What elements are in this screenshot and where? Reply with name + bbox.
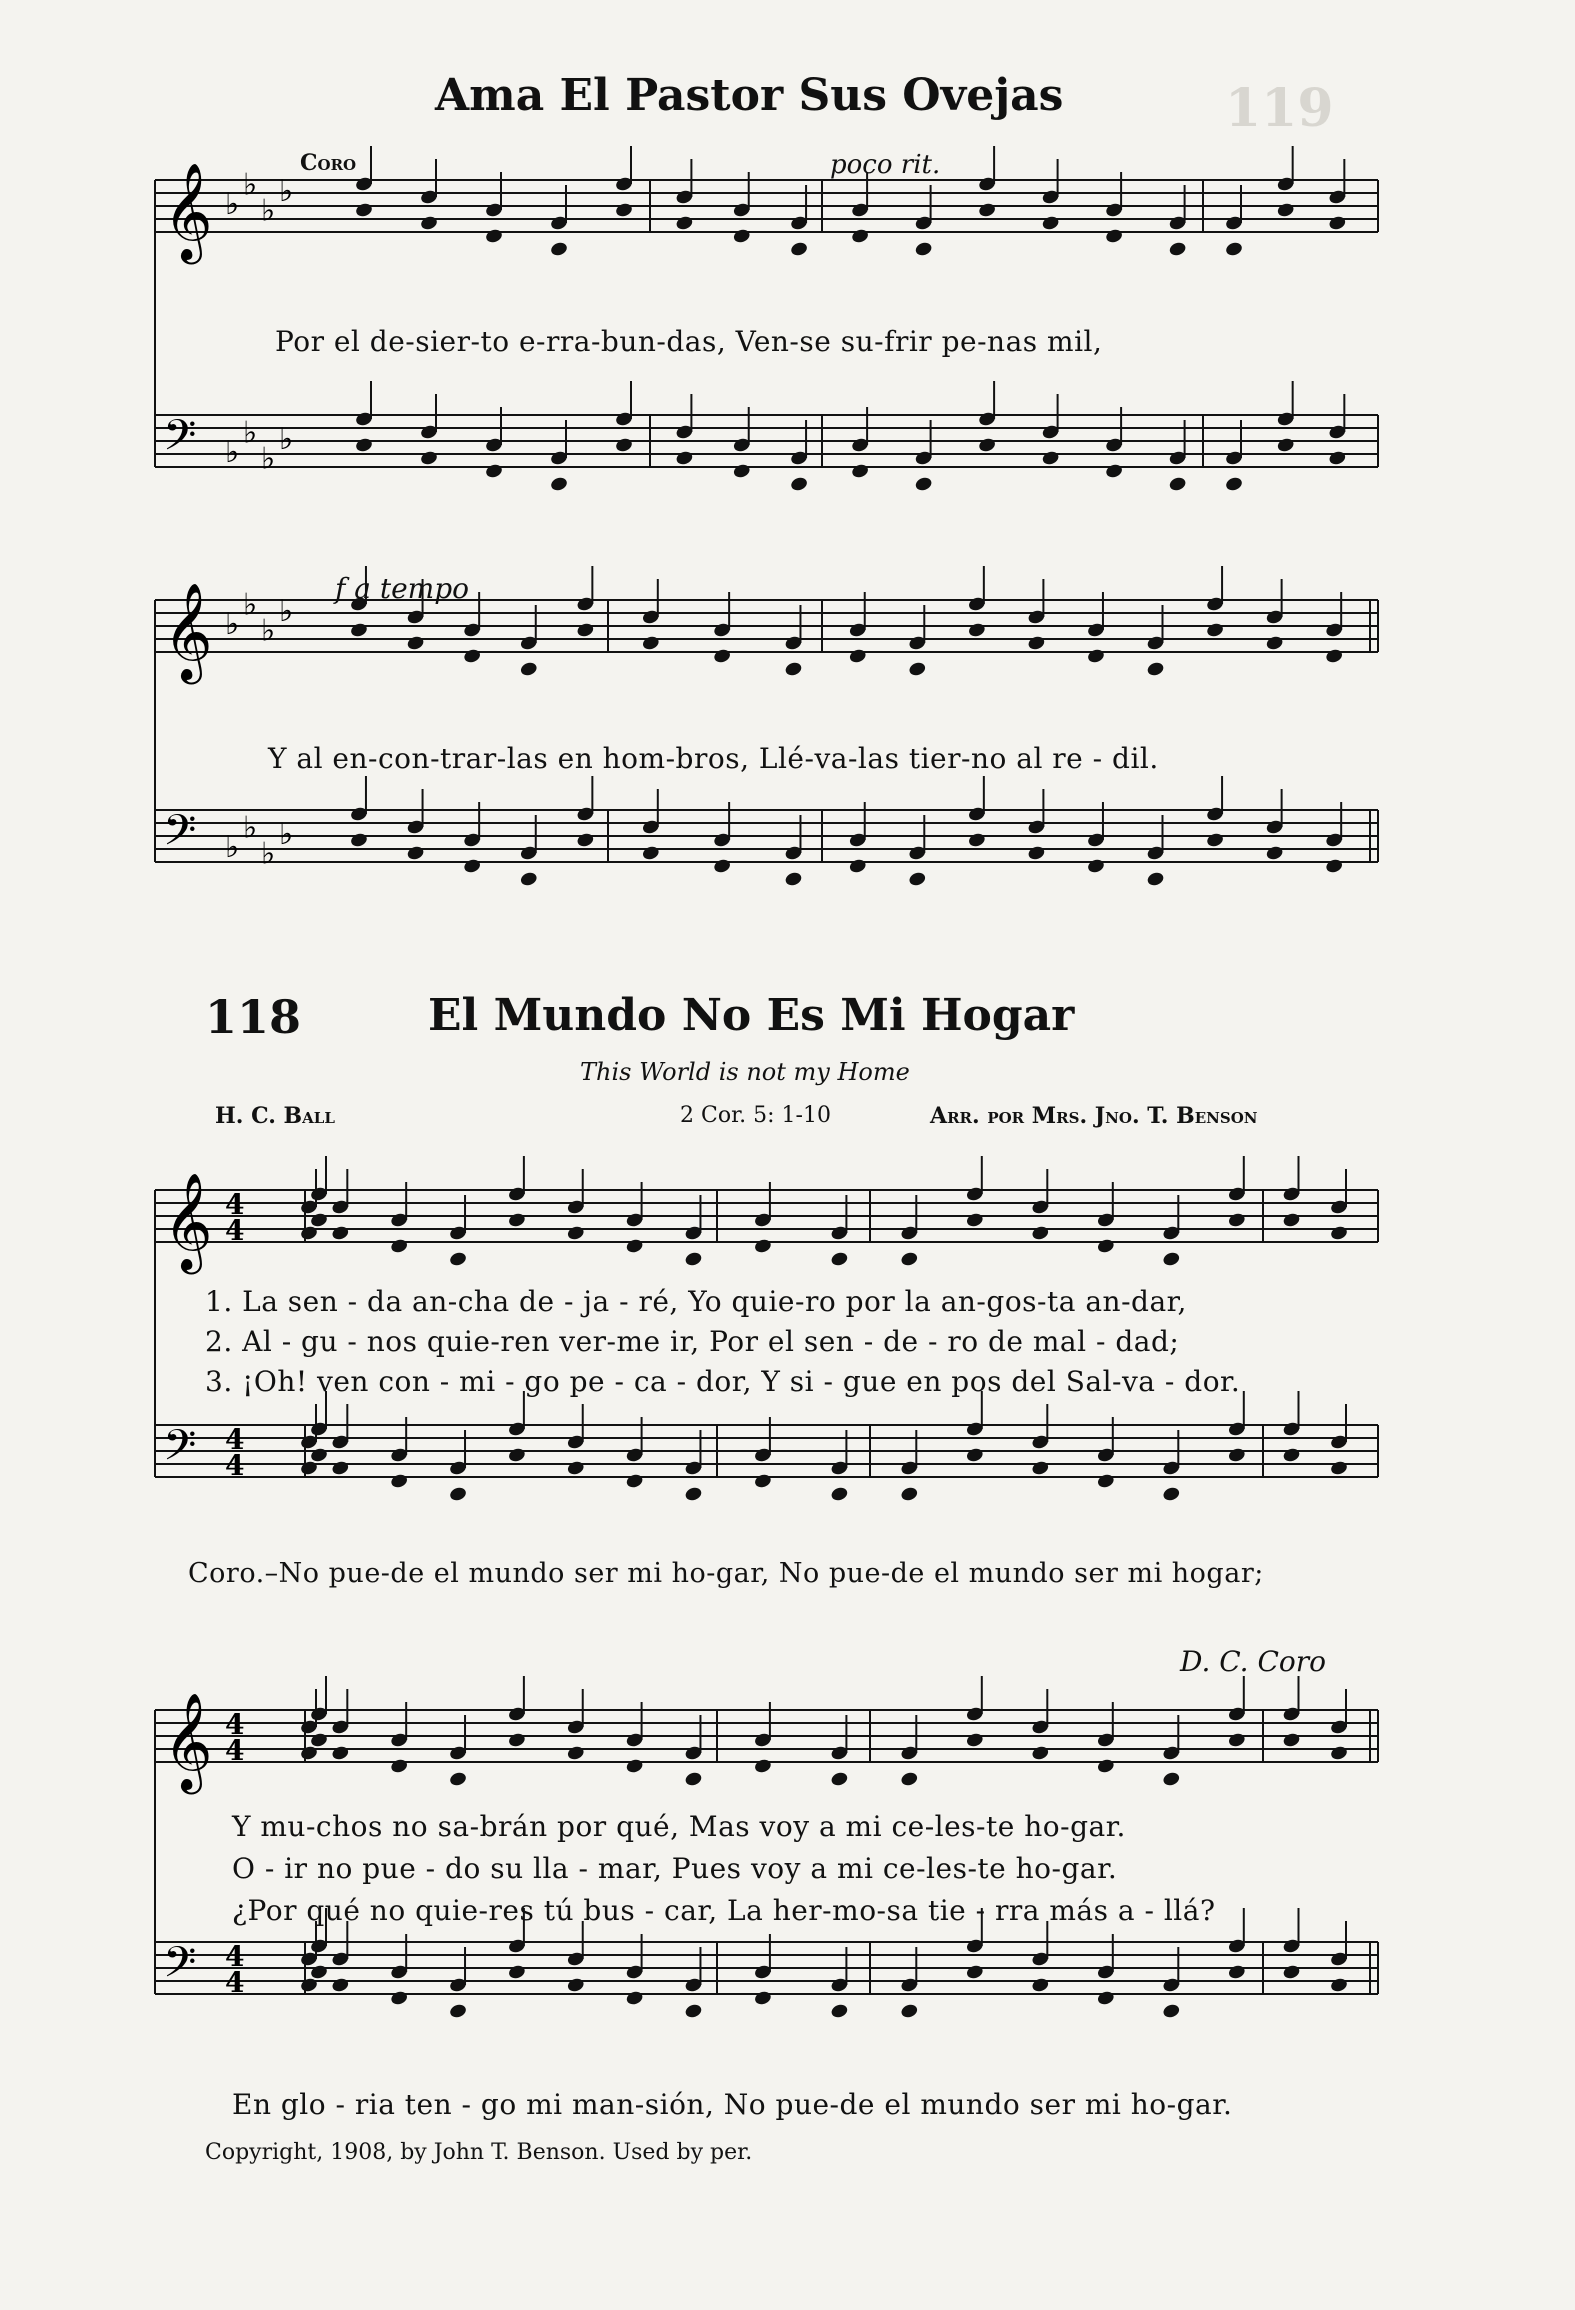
note-head xyxy=(448,1771,467,1788)
note-head xyxy=(299,1745,318,1762)
note-head xyxy=(732,228,751,245)
note-head xyxy=(1162,1251,1181,1268)
note-head xyxy=(1105,228,1124,245)
note-head xyxy=(675,450,694,467)
note-head xyxy=(1041,450,1060,467)
note-head xyxy=(576,622,595,639)
note-head xyxy=(1282,1732,1301,1749)
note-head xyxy=(519,661,538,678)
note-head xyxy=(614,437,633,454)
note-head xyxy=(1282,1447,1301,1464)
flat-icon: ♭ xyxy=(243,587,258,623)
note-head xyxy=(484,228,503,245)
note-head xyxy=(1276,202,1295,219)
note-head xyxy=(1265,635,1284,652)
note-head xyxy=(1168,476,1187,493)
a-tempo-marking: f a tempo xyxy=(335,572,470,605)
note-head xyxy=(784,661,803,678)
note-head xyxy=(900,1486,919,1503)
time-signature: 4 xyxy=(225,1966,245,1999)
note-head xyxy=(1224,476,1243,493)
note-head xyxy=(914,476,933,493)
note-head xyxy=(566,1460,585,1477)
hymn-117-lyric-line-1: Por el de-sier-to e-rra-bun-das, Ven-se su-frir pe-nas mil, xyxy=(275,325,1103,358)
note-head xyxy=(851,463,870,480)
note-head xyxy=(1096,1758,1115,1775)
note-head xyxy=(566,1225,585,1242)
note-head xyxy=(967,832,986,849)
note-head xyxy=(309,1732,328,1749)
note-head xyxy=(349,832,368,849)
poco-rit-marking: poco rit. xyxy=(830,150,941,180)
flat-icon: ♭ xyxy=(225,187,240,222)
note-head xyxy=(625,1238,644,1255)
note-head xyxy=(448,1486,467,1503)
note-head xyxy=(390,1238,409,1255)
verse-2-line-a: 2. Al - gu - nos quie-ren ver-me ir, Por el sen - de - ro de mal - dad; xyxy=(205,1325,1180,1358)
note-head xyxy=(713,648,732,665)
note-head xyxy=(1031,1977,1050,1994)
hymn-118-subtitle: This World is not my Home xyxy=(580,1058,910,1086)
note-head xyxy=(309,1212,328,1229)
note-head xyxy=(789,476,808,493)
note-head xyxy=(625,1473,644,1490)
note-head xyxy=(354,437,373,454)
note-head xyxy=(1031,1745,1050,1762)
time-signature: 4 xyxy=(225,1423,245,1456)
hymn-117-title: Ama El Pastor Sus Ovejas xyxy=(435,70,1064,121)
note-head xyxy=(848,858,867,875)
verse-2-line-b: O - ir no pue - do su lla - mar, Pues voy a mi ce-les-te ho-gar. xyxy=(232,1852,1118,1885)
note-head xyxy=(419,215,438,232)
time-signature: 4 xyxy=(225,1734,245,1767)
note-head xyxy=(965,1447,984,1464)
note-head xyxy=(1096,1990,1115,2007)
note-head xyxy=(1086,648,1105,665)
note-head xyxy=(1168,241,1187,258)
note-head xyxy=(684,1251,703,1268)
verse-3-line-b: ¿Por qué no quie-res tú bus - car, La her-mo-sa tie - rra más a - llá? xyxy=(232,1894,1216,1927)
flat-icon: ♭ xyxy=(243,810,258,846)
note-head xyxy=(1162,2003,1181,2020)
note-head xyxy=(1329,1225,1348,1242)
note-head xyxy=(549,476,568,493)
note-head xyxy=(1096,1473,1115,1490)
coro-label: Coro xyxy=(300,150,357,176)
chorus-line-a: Coro.–No pue-de el mundo ser mi ho-gar, No pue-de el mundo ser mi hogar; xyxy=(188,1558,1264,1589)
note-head xyxy=(331,1225,350,1242)
dc-coro-marking: D. C. Coro xyxy=(1180,1645,1327,1678)
note-head xyxy=(1325,648,1344,665)
note-head xyxy=(463,858,482,875)
note-head xyxy=(732,463,751,480)
note-head xyxy=(1265,845,1284,862)
note-head xyxy=(566,1745,585,1762)
note-head xyxy=(309,1964,328,1981)
note-head xyxy=(1031,1225,1050,1242)
flat-icon: ♭ xyxy=(261,613,276,649)
note-head xyxy=(967,622,986,639)
flat-icon: ♭ xyxy=(243,167,258,203)
note-head xyxy=(1276,437,1295,454)
note-head xyxy=(1325,858,1344,875)
flat-icon: ♭ xyxy=(225,830,240,865)
note-head xyxy=(1224,241,1243,258)
note-head xyxy=(390,1758,409,1775)
flat-icon: ♭ xyxy=(261,836,276,872)
note-head xyxy=(784,871,803,888)
note-head xyxy=(1227,1964,1246,1981)
flat-icon: ♭ xyxy=(279,594,294,629)
note-head xyxy=(299,1460,318,1477)
flat-icon: ♭ xyxy=(243,415,258,451)
treble-clef-icon: 𝄞 xyxy=(163,1692,213,1790)
note-head xyxy=(851,228,870,245)
chorus-line-b: En glo - ria ten - go mi man-sión, No pue-de el mundo ser mi ho-gar. xyxy=(232,2088,1233,2121)
note-head xyxy=(900,1251,919,1268)
note-head xyxy=(1105,463,1124,480)
note-head xyxy=(1329,1460,1348,1477)
note-head xyxy=(576,832,595,849)
note-head xyxy=(1282,1964,1301,1981)
note-head xyxy=(507,1447,526,1464)
note-head xyxy=(1328,215,1347,232)
note-head xyxy=(1096,1238,1115,1255)
author: H. C. Ball xyxy=(215,1103,335,1129)
note-head xyxy=(1227,1212,1246,1229)
time-signature: 4 xyxy=(225,1940,245,1973)
note-head xyxy=(406,845,425,862)
note-head xyxy=(789,241,808,258)
note-head xyxy=(641,635,660,652)
note-head xyxy=(1031,1460,1050,1477)
note-head xyxy=(1329,1745,1348,1762)
note-head xyxy=(684,2003,703,2020)
time-signature: 4 xyxy=(225,1449,245,1482)
note-head xyxy=(753,1990,772,2007)
verse-1-line-b: Y mu-chos no sa-brán por qué, Mas voy a mi ce-les-te ho-gar. xyxy=(232,1810,1126,1843)
treble-clef-icon: 𝄞 xyxy=(163,162,213,260)
flat-icon: ♭ xyxy=(279,422,294,457)
note-head xyxy=(1329,1977,1348,1994)
note-head xyxy=(1041,215,1060,232)
bass-clef-icon: 𝄢 xyxy=(163,1421,197,1481)
flat-icon: ♭ xyxy=(225,607,240,642)
note-head xyxy=(507,1212,526,1229)
note-head xyxy=(830,1771,849,1788)
note-head xyxy=(519,871,538,888)
note-head xyxy=(900,1771,919,1788)
note-head xyxy=(419,450,438,467)
hymn-118-title: El Mundo No Es Mi Hogar xyxy=(428,990,1075,1041)
note-head xyxy=(848,648,867,665)
note-head xyxy=(908,871,927,888)
note-head xyxy=(1205,622,1224,639)
note-head xyxy=(331,1745,350,1762)
note-head xyxy=(1282,1212,1301,1229)
note-head xyxy=(753,1758,772,1775)
bass-clef-icon: 𝄢 xyxy=(163,1938,197,1998)
verse-3-line-a: 3. ¡Oh! ven con - mi - go pe - ca - dor, Y si - gue en pos del Sal-va - dor. xyxy=(205,1365,1241,1398)
note-head xyxy=(625,1758,644,1775)
note-head xyxy=(625,1990,644,2007)
note-head xyxy=(908,661,927,678)
faded-page-number: 119 xyxy=(1225,78,1334,139)
flat-icon: ♭ xyxy=(279,174,294,209)
note-head xyxy=(390,1990,409,2007)
note-head xyxy=(331,1460,350,1477)
time-signature: 4 xyxy=(225,1188,245,1221)
note-head xyxy=(978,202,997,219)
note-head xyxy=(1027,635,1046,652)
verse-1-line-a: 1. La sen - da an-cha de - ja - ré, Yo quie-ro por la an-gos-ta an-dar, xyxy=(205,1285,1187,1318)
note-head xyxy=(299,1977,318,1994)
bass-clef-icon: 𝄢 xyxy=(163,411,197,471)
note-head xyxy=(830,1486,849,1503)
note-head xyxy=(965,1732,984,1749)
note-head xyxy=(354,202,373,219)
note-head xyxy=(900,2003,919,2020)
note-head xyxy=(965,1964,984,1981)
note-head xyxy=(349,622,368,639)
note-head xyxy=(1162,1486,1181,1503)
note-head xyxy=(675,215,694,232)
note-head xyxy=(484,463,503,480)
note-head xyxy=(684,1771,703,1788)
treble-clef-icon: 𝄞 xyxy=(163,1172,213,1270)
scripture-reference: 2 Cor. 5: 1-10 xyxy=(680,1103,831,1128)
note-head xyxy=(1328,450,1347,467)
note-head xyxy=(1205,832,1224,849)
hymn-118-number: 118 xyxy=(205,990,302,1044)
time-signature: 4 xyxy=(225,1708,245,1741)
note-head xyxy=(753,1473,772,1490)
note-head xyxy=(331,1977,350,1994)
note-head xyxy=(448,1251,467,1268)
note-head xyxy=(684,1486,703,1503)
note-head xyxy=(507,1732,526,1749)
note-head xyxy=(1146,661,1165,678)
note-head xyxy=(299,1225,318,1242)
note-head xyxy=(830,2003,849,2020)
flat-icon: ♭ xyxy=(261,193,276,229)
note-head xyxy=(641,845,660,862)
bass-clef-icon: 𝄢 xyxy=(163,806,197,866)
hymn-117-lyric-line-2: Y al en-con-trar-las en hom-bros, Llé-va-las tier-no al re - dil. xyxy=(268,742,1159,775)
note-head xyxy=(507,1964,526,1981)
note-head xyxy=(1162,1771,1181,1788)
note-head xyxy=(830,1251,849,1268)
treble-clef-icon: 𝄞 xyxy=(163,582,213,680)
note-head xyxy=(309,1447,328,1464)
note-head xyxy=(1027,845,1046,862)
flat-icon: ♭ xyxy=(261,441,276,477)
flat-icon: ♭ xyxy=(279,817,294,852)
note-head xyxy=(1146,871,1165,888)
note-head xyxy=(549,241,568,258)
note-head xyxy=(713,858,732,875)
time-signature: 4 xyxy=(225,1214,245,1247)
note-head xyxy=(914,241,933,258)
note-head xyxy=(1086,858,1105,875)
flat-icon: ♭ xyxy=(225,435,240,470)
note-head xyxy=(753,1238,772,1255)
arranger: Arr. por Mrs. Jno. T. Benson xyxy=(930,1103,1258,1129)
note-head xyxy=(1227,1447,1246,1464)
note-head xyxy=(978,437,997,454)
note-head xyxy=(463,648,482,665)
copyright-notice: Copyright, 1908, by John T. Benson. Used by per. xyxy=(205,2140,753,2165)
note-head xyxy=(448,2003,467,2020)
note-head xyxy=(406,635,425,652)
note-head xyxy=(1227,1732,1246,1749)
note-head xyxy=(390,1473,409,1490)
note-head xyxy=(965,1212,984,1229)
note-head xyxy=(614,202,633,219)
note-head xyxy=(566,1977,585,1994)
